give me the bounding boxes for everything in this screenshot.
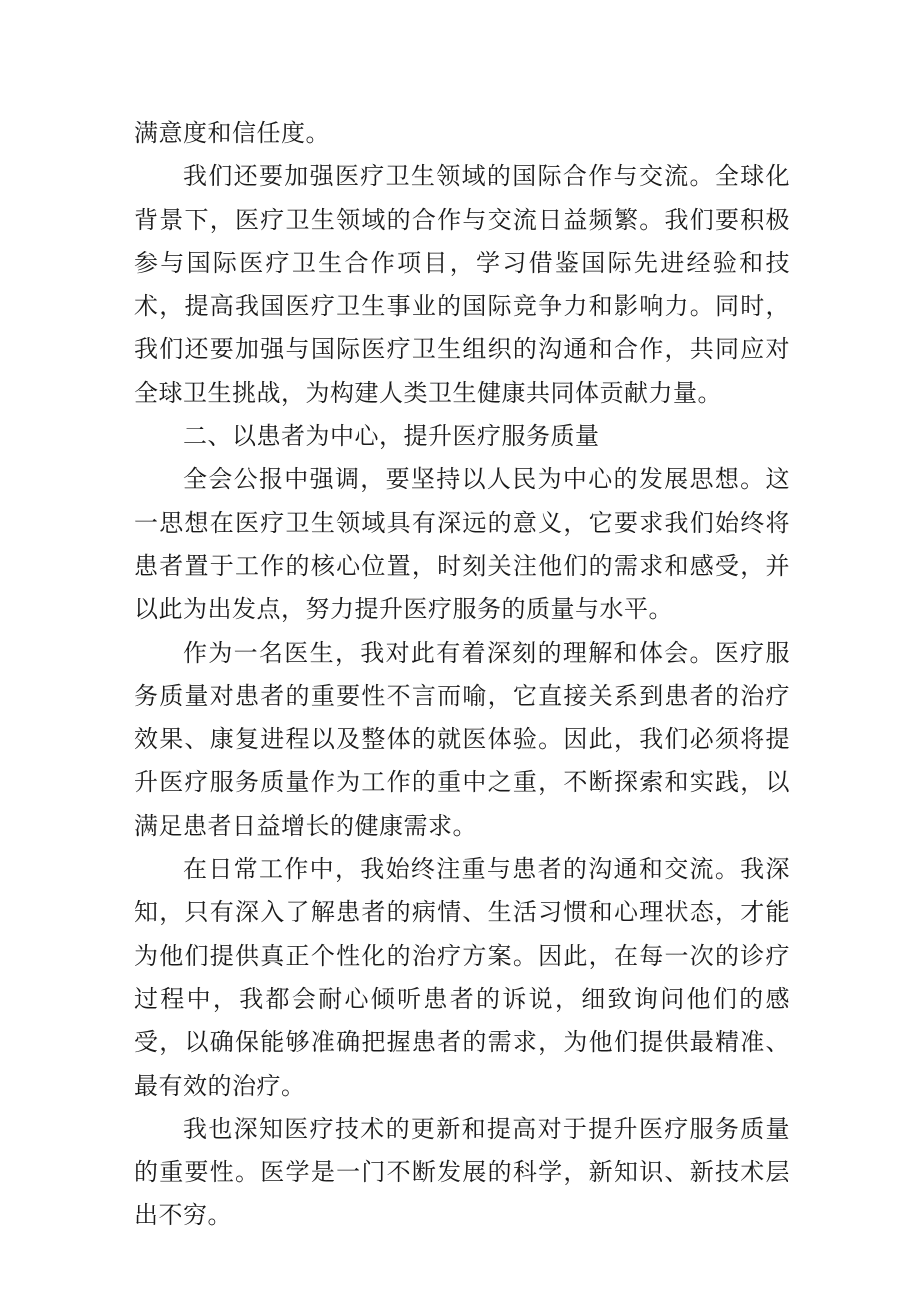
- paragraph-people-centered: 全会公报中强调，要坚持以人民为中心的发展思想。这一思想在医疗卫生领域具有深远的意义，它要求我们始终将患者置于工作的核心位置，时刻关注他们的需求和感受，并以此为出发点，努力提升医疗服务的质量与水平。: [134, 465, 790, 624]
- paragraph-international-cooperation: 我们还要加强医疗卫生领域的国际合作与交流。全球化背景下，医疗卫生领域的合作与交流日益频繁。我们要积极参与国际医疗卫生合作项目，学习借鉴国际先进经验和技术，提高我国医疗卫生事业的国际竞争力和影响力。同时，我们还要加强与国际医疗卫生组织的沟通和合作，共同应对全球卫生挑战，为构建人类卫生健康共同体贡献力量。: [134, 162, 790, 407]
- paragraph-medical-technology: 我也深知医疗技术的更新和提高对于提升医疗服务质量的重要性。医学是一门不断发展的科学，新知识、新技术层出不穷。: [134, 1114, 790, 1230]
- paragraph-patient-communication: 在日常工作中，我始终注重与患者的沟通和交流。我深知，只有深入了解患者的病情、生活习惯和心理状态，才能为他们提供真正个性化的治疗方案。因此，在每一次的诊疗过程中，我都会耐心倾听患者的诉说，细致询问他们的感受，以确保能够准确把握患者的需求，为他们提供最精准、最有效的治疗。: [134, 855, 790, 1100]
- document-body: [134, 112, 790, 1238]
- section-heading: 二、以患者为中心，提升医疗服务质量: [183, 422, 600, 451]
- paragraph-doctor-understanding: 作为一名医生，我对此有着深刻的理解和体会。医疗服务质量对患者的重要性不言而喻，它直接关系到患者的治疗效果、康复进程以及整体的就医体验。因此，我们必须将提升医疗服务质量作为工作的重中之重，不断探索和实践，以满足患者日益增长的健康需求。: [134, 638, 790, 840]
- paragraph-continuation: 满意度和信任度。: [134, 119, 330, 147]
